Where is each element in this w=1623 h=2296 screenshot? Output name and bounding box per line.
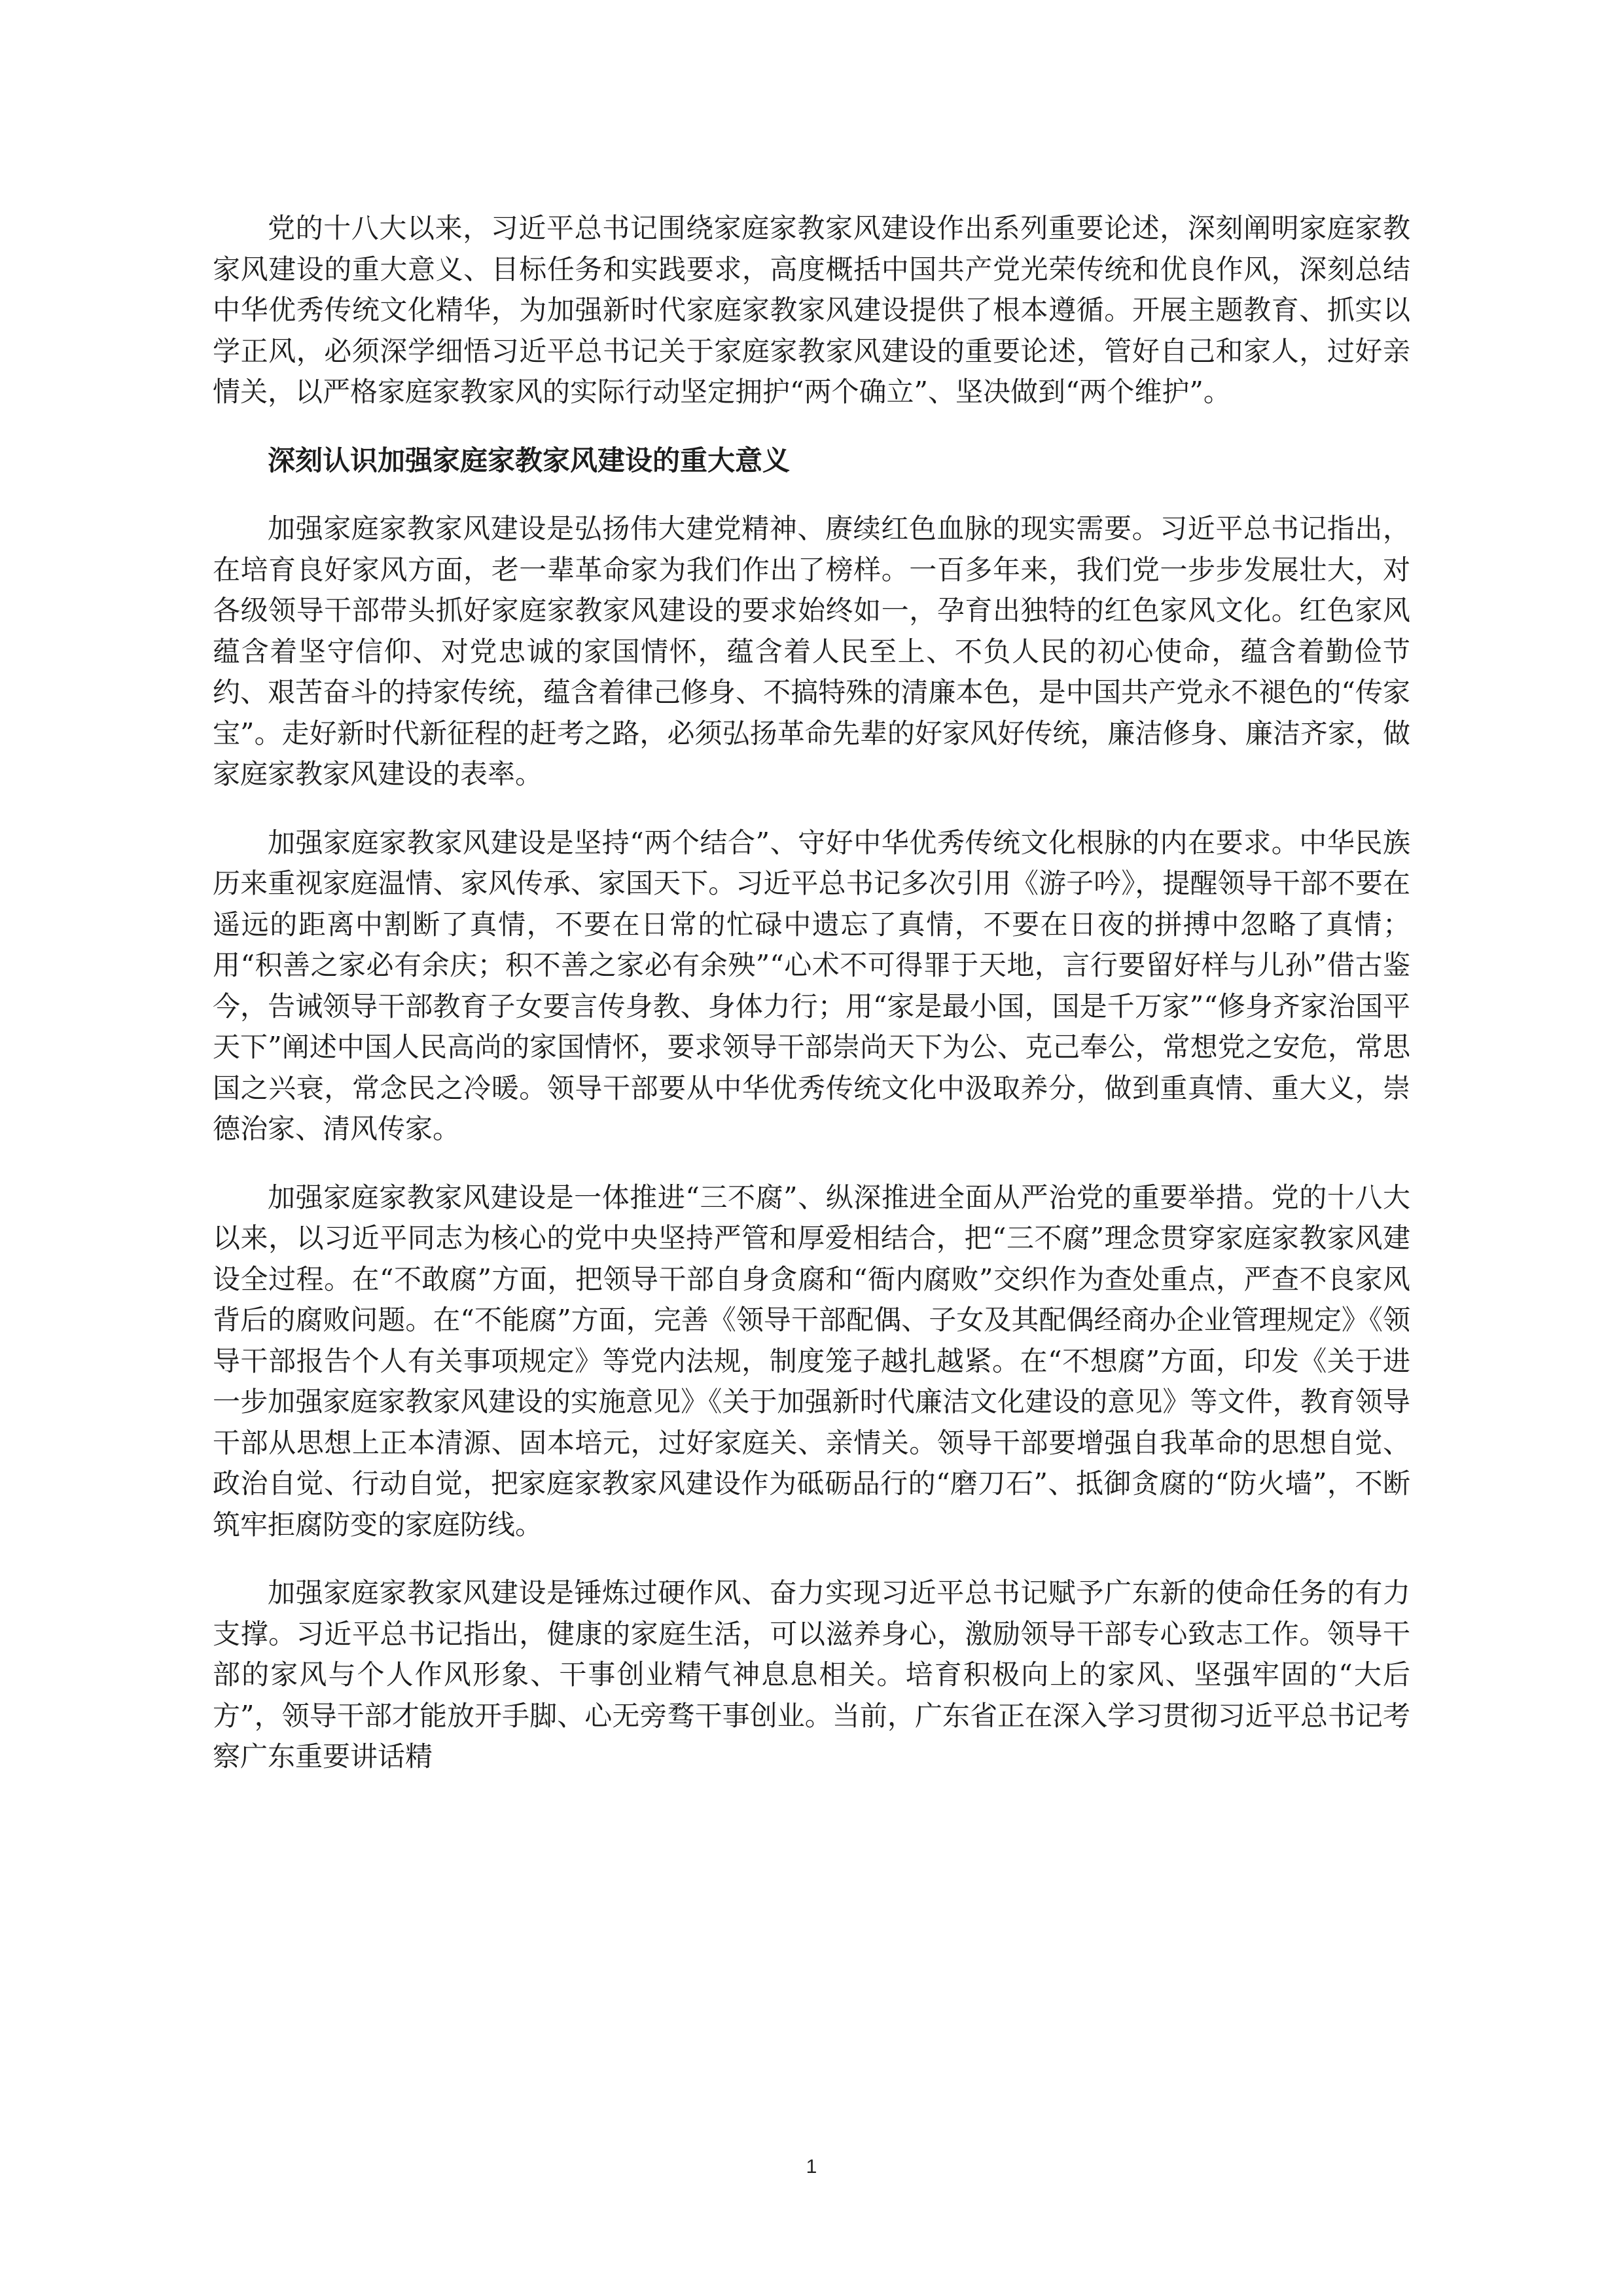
- intro-paragraph: 党的十八大以来，习近平总书记围绕家庭家教家风建设作出系列重要论述，深刻阐明家庭家教家风建设的重大意义、目标任务和实践要求，高度概括中国共产党光荣传统和优良作风，深刻总结中华优秀传统文化精华，为加强新时代家庭家教家风建设提供了根本遵循。开展主题教育、抓实以学正风，必须深学细悟习近平总书记关于家庭家教家风建设的重要论述，管好自己和家人，过好亲情关，以严格家庭家教家风的实际行动坚定拥护“两个确立”、坚决做到“两个维护”。: [213, 212, 1410, 408]
- body-paragraph-3: 加强家庭家教家风建设是一体推进“三不腐”、纵深推进全面从严治党的重要举措。党的十八大以来，以习近平同志为核心的党中央坚持严管和厚爱相结合，把“三不腐”理念贯穿家庭家教家风建设全过程。在“不敢腐”方面，把领导干部自身贪腐和“衙内腐败”交织作为查处重点，严查不良家风背后的腐败问题。在“不能腐”方面，完善《领导干部配偶、子女及其配偶经商办企业管理规定》《领导干部报告个人有关事项规定》等党内法规，制度笼子越扎越紧。在“不想腐”方面，印发《关于进一步加强家庭家教家风建设的实施意见》《关于加强新时代廉洁文化建设的意见》等文件，教育领导干部从思想上正本清源、固本培元，过好家庭关、亲情关。领导干部要增强自我革命的思想自觉、政治自觉、行动自觉，把家庭家教家风建设作为砥砺品行的“磨刀石”、抵御贪腐的“防火墙”，不断筑牢拒腐防变的家庭防线。: [213, 1181, 1410, 1541]
- body-paragraph-1: 加强家庭家教家风建设是弘扬伟大建党精神、赓续红色血脉的现实需要。习近平总书记指出，在培育良好家风方面，老一辈革命家为我们作出了榜样。一百多年来，我们党一步步发展壮大，对各级领导干部带头抓好家庭家教家风建设的要求始终如一，孕育出独特的红色家风文化。红色家风蕴含着坚守信仰、对党忠诚的家国情怀，蕴含着人民至上、不负人民的初心使命，蕴含着勤俭节约、艰苦奋斗的持家传统，蕴含着律己修身、不搞特殊的清廉本色，是中国共产党永不褪色的“传家宝”。走好新时代新征程的赶考之路，必须弘扬革命先辈的好家风好传统，廉洁修身、廉洁齐家，做家庭家教家风建设的表率。: [213, 512, 1410, 790]
- page-number: 1: [806, 2156, 817, 2178]
- body-paragraph-2: 加强家庭家教家风建设是坚持“两个结合”、守好中华优秀传统文化根脉的内在要求。中华民族历来重视家庭温情、家风传承、家国天下。习近平总书记多次引用《游子吟》，提醒领导干部不要在遥远的距离中割断了真情，不要在日常的忙碌中遗忘了真情，不要在日夜的拼搏中忽略了真情；用“积善之家必有余庆；积不善之家必有余殃”“心术不可得罪于天地，言行要留好样与儿孙”借古鉴今，告诫领导干部教育子女要言传身教、身体力行；用“家是最小国，国是千万家”“修身齐家治国平天下”阐述中国人民高尚的家国情怀，要求领导干部崇尚天下为公、克己奉公，常想党之安危，常思国之兴衰，常念民之冷暖。领导干部要从中华优秀传统文化中汲取养分，做到重真情、重大义，崇德治家、清风传家。: [213, 826, 1410, 1145]
- document-body: [213, 208, 1410, 1778]
- section-heading: 深刻认识加强家庭家教家风建设的重大意义: [268, 444, 791, 476]
- body-paragraph-4: 加强家庭家教家风建设是锤炼过硬作风、奋力实现习近平总书记赋予广东新的使命任务的有力支撑。习近平总书记指出，健康的家庭生活，可以滋养身心，激励领导干部专心致志工作。领导干部的家风与个人作风形象、干事创业精气神息息相关。培育积极向上的家风、坚强牢固的“大后方”，领导干部才能放开手脚、心无旁骛干事创业。当前，广东省正在深入学习贯彻习近平总书记考察广东重要讲话精: [213, 1577, 1410, 1772]
